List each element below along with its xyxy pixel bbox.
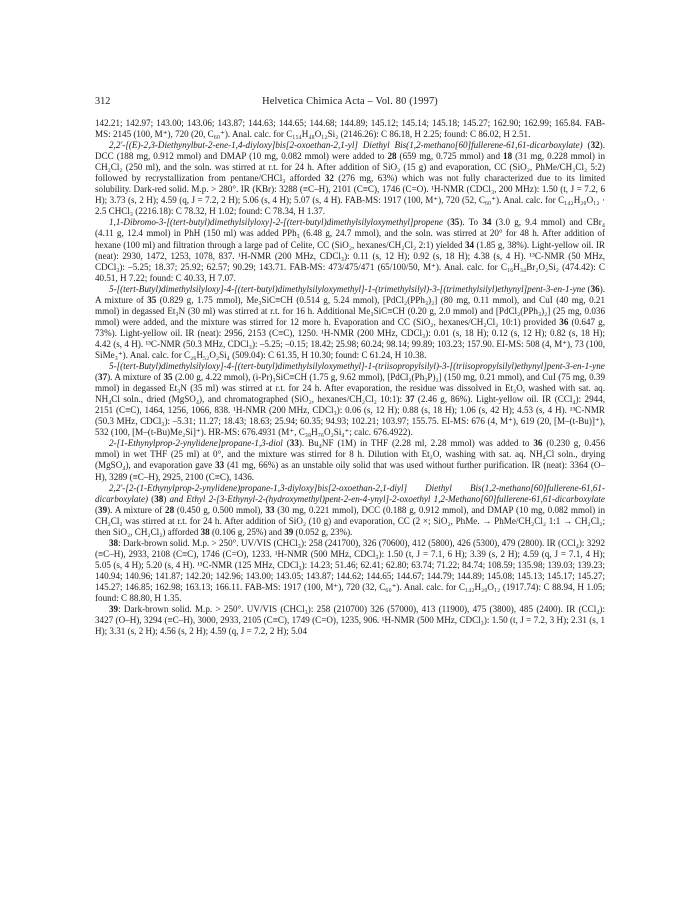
compound-name: 1,1-Dibromo-3-[(tert-butyl)dimethylsilyloxy]-2-[(tert-butyl)dimethylsilyloxymethyl]propene	[109, 217, 443, 228]
text-run: )	[163, 493, 170, 504]
running-head: Helvetica Chimica Acta – Vol. 80 (1997)	[262, 96, 438, 107]
compound-number: 39	[284, 526, 294, 537]
paragraph	[95, 538, 605, 604]
text-run: ). To	[459, 217, 483, 228]
text-run: (	[95, 504, 99, 515]
text-run: ). A mixture of	[107, 372, 164, 383]
paragraph	[95, 438, 605, 482]
text-run: (2.46 g, 86%). Light-yellow oil. IR (CCl₄): 2944, 2151 (C≡C), 1464, 1256, 1066, 838. ¹H-NMR (200 MHz, CDCl₃): 0.06 (s, 12 H); 0.88 (s, 18 H); 1.06 (s, 42 H); 4.53 (s, 4 H). ¹³C-NMR (50.3 MHz, CDCl₃): –5.31; 11.27; 18.43; 18.63; 25.94; 60.35; 94.93; 102.21; 103.97; 155.75. EI-MS: 676 (4, M⁺), 619 (20, [M–(t-Bu)]⁺), 532 (100, [M–(t-Bu)Me₂Si]⁺). HR-MS: 676.4931 (M⁺, C₃₈H₇₆O₂Si₄⁺; calc. 676.4922).	[95, 394, 605, 438]
text-run: (	[95, 372, 99, 383]
text-run: ). DCC (188 mg, 0.912 mmol) and DMAP (10 mg, 0.082 mmol) were added to	[95, 140, 605, 162]
page-header	[95, 96, 605, 110]
compound-number: 32	[590, 140, 600, 151]
text-run: (0.647 g, 73%). Light-yellow oil. IR (neat): 2956, 2153 (C≡C), 1250. ¹H-NMR (200 MHz, CDCl₃): 0.01 (s, 18 H); 0.12 (s, 12 H); 0.82 (s, 18 H); 4.42 (s, 4 H). ¹³C-NMR (50.3 MHz, CDCl₃): –5.25; –0.15; 18.42; 25.98; 60.24; 98.14; 99.89; 103.23; 157.90. EI-MS: 508 (4, M⁺), 73 (100, SiMe₃⁺). Anal. calc. for C₂₆H₅₂O₂Si₄ (509.04): C 61.35, H 10.30; found: C 61.24, H 10.38.	[95, 316, 605, 360]
compound-number: 33	[215, 460, 225, 471]
text-run: (1.85 g, 38%). Light-yellow oil. IR (neat): 2930, 1472, 1253, 1078, 837. ¹H-NMR (200 MHz, CDCl₃): 0.11 (s, 12 H); 0.92 (s, 18 H); 4.38 (s, 4 H). ¹³C-NMR (50 MHz, CDCl₃): –5.25; 18.37; 25.92; 62.57; 90.29; 143.71. FAB-MS: 473/475/471 (65/100/50, M⁺). Anal. calc. for C₁₆H₃₄Br₂O₂Si₂ (474.42): C 40.51, H 7.22; found: C 40.33, H 7.07.	[95, 239, 605, 283]
compound-name: 5-[(tert-Butyl)dimethylsilyloxy]-4-[(tert-butyl)dimethylsilyloxymethyl]-1-(trimethylsilyl)-3-[(trimethylsilyl)ethynyl]pent-3-en-1-yne	[109, 283, 586, 294]
text-run: (276 mg, 63%) which was not fully characterized due to its limited solubility. Dark-red solid. M.p. > 280°. IR (KBr): 3288 (≡C–H), 2101 (C≡C), 1746 (C=O). ¹H-NMR (CDCl₃, 200 MHz): 1.50 (t, J = 7.2, 6 H); 3.73 (s, 2 H); 4.59 (q, J = 7.2, 2 H); 5.06 (s, 4 H); 5.07 (s, 4 H). FAB-MS: 1917 (100, M⁺), 720 (52, C₆₀⁺). Anal. calc. for C₁₄₂H₂₀O₁₂ · 2.5 CHCl₃ (2216.18): C 78.32, H 1.02; found: C 78.34, H 1.37.	[95, 173, 605, 217]
paragraph	[95, 140, 605, 217]
compound-name: 2,2'-[2-(1-Ethynylprop-2-ynylidene)propane-1,3-diyloxy]bis[2-oxoethan-2,1-diyl] Diethyl Bis(1,2-methano[60]fullerene-61,61-dicarboxylate)	[95, 482, 605, 504]
text-run: (0.230 g, 0.456 mmol) in wet THF (25 ml) at 0°, and the mixture was stirred for 8 h. Dilution with Et₂O, washing with sat. aq. NH₄Cl soln., drying (MgSO₄), and evaporation gave	[95, 438, 605, 471]
compound-number: 37	[405, 394, 415, 405]
paragraph	[95, 118, 605, 140]
text-run: : Dark-brown solid. M.p. > 250°. UV/VIS (CHCl₃): 258 (210700) 326 (57000), 413 (11900), 475 (3800), 485 (2400). IR (CCl₄): 3427 (O–H), 3294 (≡C–H), 3000, 2933, 2105 (C≡C), 1749 (C=O), 1235, 906. ¹H-NMR (500 MHz, CDCl₃): 1.50 (t, J = 7.2, 3 H); 2.31 (s, 1 H); 3.31 (s, 2 H); 4.56 (s, 2 H); 4.59 (q, J = 7.2, 2 H); 5.04	[95, 604, 605, 637]
compound-number: 28	[165, 504, 175, 515]
compound-number: 33	[289, 438, 299, 449]
text-run: (30 mg, 0.221 mmol), DCC (0.188 g, 0.912 mmol), and DMAP (10 mg, 0.082 mmol) in CH₂Cl₂ was stirred at r.t. for 24 h. After addition of SiO₂ (10 g) and evaporation, CC (2 ×; SiO₂, PhMe. → PhMe/CH₂Cl₂ 1:1 → CH₂Cl₂; then SiO₂, CH₂Cl₂) afforded	[95, 504, 606, 537]
text-run: 142.21; 142.97; 143.00; 143.06; 143.87; 144.63; 144.65; 144.68; 144.89; 145.12; 145.14; 145.18; 145.27; 162.90; 162.99; 165.84. FAB-MS: 2145 (100, M⁺), 720 (20, C₆₀⁺). Anal. calc. for C₁₅₄H₄₈O₁₂Si₂ (2146.26): C 86.18, H 2.25; found: C 86.02, H 2.51.	[95, 118, 605, 140]
text-run: (0.450 g, 0.500 mmol),	[174, 504, 266, 515]
paragraph	[95, 217, 605, 283]
text-run: ). Bu₄NF (1M) in THF (2.28 ml, 2.28 mmol) was added to	[298, 438, 534, 449]
compound-number: 34	[482, 217, 492, 228]
paragraph	[95, 284, 605, 361]
text-run: ). A mixture of	[95, 283, 605, 305]
text-run: (0.052 g, 23%).	[293, 526, 353, 537]
compound-number: 35	[450, 217, 460, 228]
text-run: ). A mixture of	[107, 504, 166, 515]
compound-number: 28	[387, 151, 397, 162]
compound-name: and Ethyl 2-[3-Ethynyl-2-(hydroxymethyl)pent-2-en-4-ynyl]-2-oxoethyl 1,2-Methano[60]fullerene-61,61-dicarboxylate	[169, 493, 605, 504]
text-run: (0.106 g, 25%) and	[209, 526, 285, 537]
compound-number: 36	[559, 316, 569, 327]
compound-number: 38	[109, 537, 119, 548]
compound-name: 2,2'-[(E)-2,3-Diethynylbut-2-ene-1,4-diyloxy]bis[2-oxoethan-2,1-yl] Diethyl Bis(1,2-methano[60]fullerene-61,61-dicarboxylate)	[109, 140, 583, 151]
compound-number: 33	[265, 504, 275, 515]
compound-name: 2-[1-Ethynylprop-2-ynylidene]propane-1,3-diol	[109, 438, 283, 449]
text-run: (	[585, 283, 591, 294]
compound-number: 38	[154, 493, 164, 504]
compound-number: 36	[533, 438, 543, 449]
paragraph	[95, 483, 605, 538]
compound-number: 34	[464, 239, 475, 250]
compound-number: 32	[324, 173, 334, 184]
compound-number: 37	[98, 372, 108, 383]
body-text	[95, 118, 605, 637]
paragraph	[95, 604, 605, 637]
compound-number: 35	[147, 294, 157, 305]
text-run: (	[148, 493, 155, 504]
compound-number: 39	[109, 604, 119, 615]
compound-number: 38	[200, 526, 210, 537]
text-run: (41 mg, 66%) as an unstable oily solid that was used without further purification. IR (neat): 3364 (O–H), 3289 (≡C–H), 2925, 2100 (C≡C), 1436.	[95, 460, 605, 482]
text-run: (	[582, 140, 591, 151]
compound-name: 5-[(tert-Butyl)dimethylsilyloxy]-4-[(tert-butyl)dimethylsilyloxymethyl]-1-(triisopropylsilyl)-3-[(triisopropylsilyl)ethynyl]pent-3-en-1-yne	[109, 361, 605, 372]
text-run: (2.00 g, 4.22 mmol), (i-Pr)₃SiC≡CH (1.75 g, 9.62 mmol), [PdCl₂(Ph₃P)₂] (150 mg, 0.21 mmol), and CuI (75 mg, 0.39 mmol) in degassed Et₃N (35 ml) was stirred at r.t. for 24 h. After evaporation, the residue was dissolved in Et₂O, washed with sat. aq. NH₄Cl soln., dried (MgSO₄), and chromatographed (SiO₂, hexanes/CH₂Cl₂ 10:1):	[95, 372, 605, 405]
text-run: (3.0 g, 9.4 mmol) and CBr₄ (4.11 g, 12.4 mmol) in PhH (150 ml) was added PPh₃ (6.48 g, 24.7 mmol), and the soln. was stirred at 20° for 48 h. After addition of hexane (100 ml) and filtration through a large pad of Celite, CC (SiO₂, hexanes/CH₂Cl₂ 2:1) yielded	[95, 217, 605, 250]
text-run: (	[282, 438, 290, 449]
text-run: (0.829 g, 1.75 mmol), Me₃SiC≡CH (0.514 g, 5.24 mmol), [PdCl₂(PPh₃)₂] (80 mg, 0.11 mmol), and CuI (40 mg, 0.21 mmol) in degassed Et₃N (30 ml) was stirred at r.t. for 16 h. Additional Me₃SiC≡CH (0.20 g, 2.0 mmol) and [PdCl₂(PPh₃)₂] (25 mg, 0.036 mmol) were added, and the mixture was stirred for 12 more h. Evaporation and CC (SiO₂, hexanes/CH₂Cl₂ 10:1) provided	[95, 294, 605, 327]
page-number: 312	[95, 96, 111, 107]
compound-number: 35	[163, 372, 173, 383]
text-run: : Dark-brown solid. M.p. > 250°. UV/VIS (CHCl₃): 258 (241700), 326 (70600), 412 (5800), 426 (5300), 479 (2800). IR (CCl₄): 3292 (≡C–H), 2933, 2108 (C≡C), 1746 (C=O), 1233. ¹H-NMR (500 MHz, CDCl₃): 1.50 (t, J = 7.1, 6 H); 3.39 (s, 2 H); 4.59 (q, J = 7.1, 4 H); 5.05 (s, 4 H); 5.20 (s, 4 H). ¹³C-NMR (125 MHz, CDCl₃): 14.23; 51.46; 62.41; 62.80; 63.74; 71.22; 84.74; 108.59; 135.98; 139.03; 139.23; 140.94; 140.96; 141.87; 142.20; 142.96; 143.00; 143.05; 143.87; 144.62; 144.65; 144.67; 144.79; 144.89; 145.08; 145.13; 145.17; 145.27; 145.27; 146.85; 162.98; 163.13; 166.11. FAB-MS: 1917 (100, M⁺), 720 (32, C₆₀⁺). Anal. calc. for C₁₄₂H₂₀O₁₂ (1917.74): C 88.94, H 1.05; found: C 88.80, H 1.35.	[95, 537, 605, 604]
compound-number: 39	[98, 504, 108, 515]
text-run: (31 mg, 0.228 mmol) in CH₂Cl₂ (250 ml), and the soln. was stirred at r.t. for 24 h. After addition of SiO₂ (15 g) and evaporation, CC (SiO₂, PhMe/CH₂Cl₂ 5:2) followed by recrystallization from pentane/CHCl₃ afforded	[95, 151, 605, 184]
text-run: (659 mg, 0.725 mmol) and	[396, 151, 504, 162]
compound-number: 36	[590, 283, 600, 294]
paragraph	[95, 361, 605, 438]
compound-number: 18	[503, 151, 513, 162]
text-run: (	[442, 217, 451, 228]
